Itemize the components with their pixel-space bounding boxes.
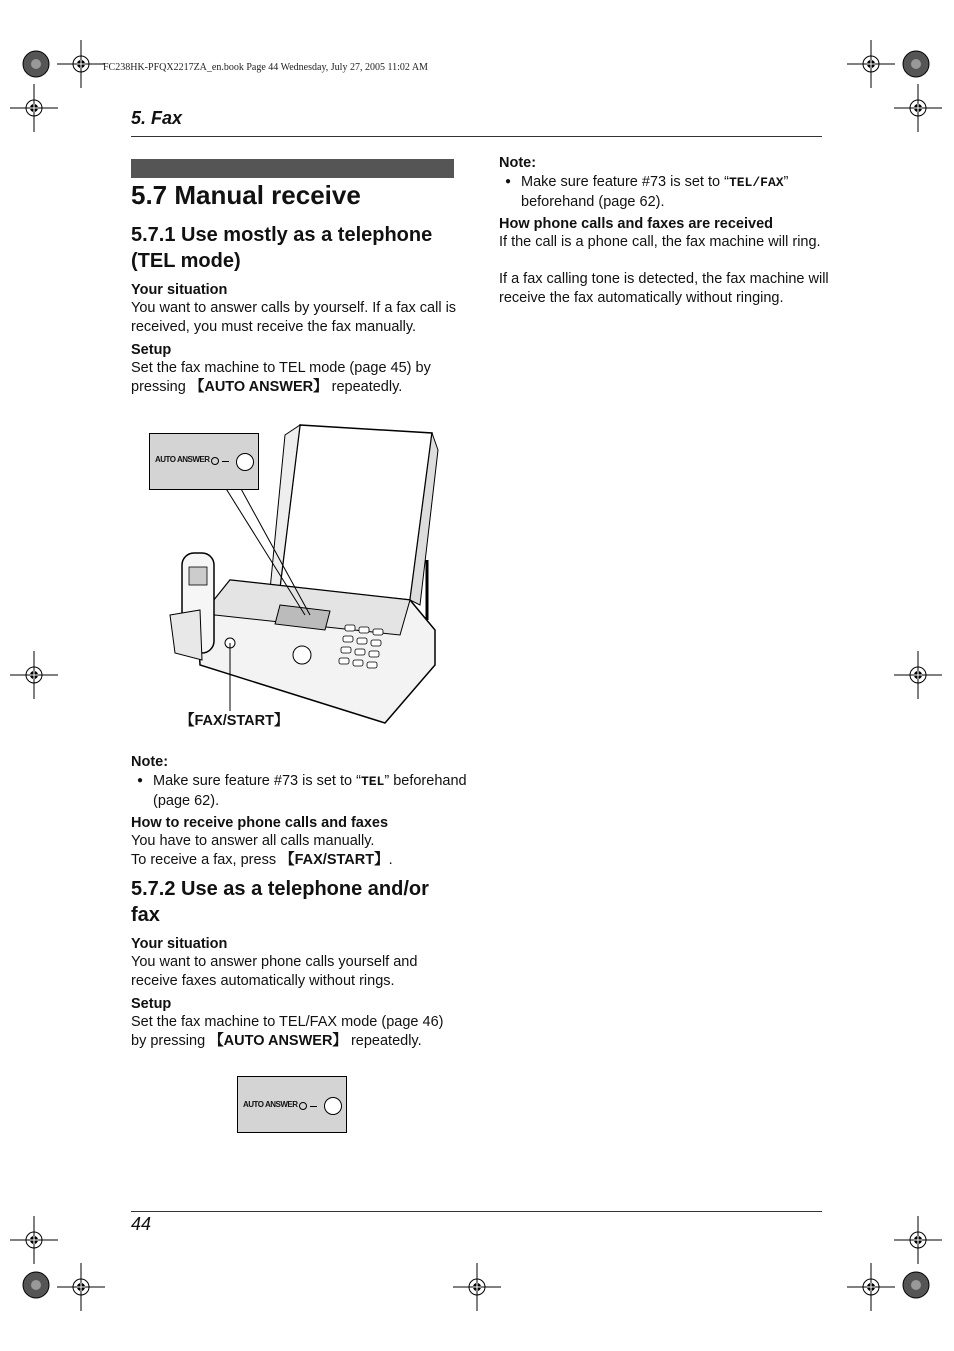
led-icon: [211, 457, 219, 465]
auto-answer-key-2: 【AUTO ANSWER】: [209, 1032, 347, 1049]
auto-answer-panel: [149, 433, 259, 490]
howto-label: How to receive phone calls and faxes: [131, 815, 389, 831]
section-header: 5. Fax: [131, 108, 183, 128]
setup-label-2: Setup: [131, 996, 172, 1012]
auto-answer-button-2: [324, 1097, 342, 1115]
how-received-label: How phone calls and faxes are received: [499, 216, 774, 232]
dash-icon-2: [310, 1106, 317, 1107]
page-number: 44: [131, 1214, 152, 1234]
page-title: 5.7 Manual receive: [131, 180, 361, 210]
situation-label-1: Your situation: [131, 282, 228, 298]
header-rule: [131, 136, 822, 137]
book-meta-line: FC238HK-PFQX2217ZA_en.book Page 44 Wednesday, July 27, 2005 11:02 AM: [103, 62, 428, 73]
auto-answer-label-2: AUTO ANSWER: [243, 1100, 298, 1109]
auto-answer-label: AUTO ANSWER: [155, 455, 210, 464]
subsection-heading-2: 5.7.2 Use as a telephone and/or fax: [131, 878, 429, 926]
setup-label-1: Setup: [131, 342, 172, 358]
how-received-line-1: If the call is a phone call, the fax machine will ring.: [499, 234, 821, 250]
led-icon-2: [299, 1102, 307, 1110]
how-received-line-2: If a fax calling tone is detected, the fax machine will receive the fax automatically without ringing.: [499, 271, 829, 306]
setup-text-1: Set the fax machine to TEL mode (page 45) by pressing 【AUTO ANSWER】 repeatedly.: [131, 360, 431, 395]
auto-answer-panel-2: [237, 1076, 347, 1133]
situation-label-2: Your situation: [131, 936, 228, 952]
subsection-heading-1: 5.7.1 Use mostly as a telephone (TEL mode): [131, 224, 433, 272]
situation-text-2: You want to answer phone calls yourself and receive faxes automatically without rings.: [131, 954, 418, 989]
note-bullet-1: ● Make sure feature #73 is set to “TEL” beforehand (page 62).: [131, 772, 473, 810]
auto-answer-button: [236, 453, 254, 471]
note-label-1: Note:: [131, 754, 169, 770]
fax-start-callout: 【FAX/START】: [180, 713, 289, 729]
dash-icon: [222, 461, 229, 462]
title-bar: [131, 159, 454, 178]
note-label-2: Note:: [499, 155, 537, 171]
footer-rule: [131, 1211, 822, 1212]
auto-answer-key: 【AUTO ANSWER】: [189, 378, 328, 395]
fax-start-key: 【FAX/START】: [280, 852, 389, 868]
situation-text-1: You want to answer calls by yourself. If a fax call is received, you must receive the fax manually.: [131, 300, 457, 335]
howto-line-2: To receive a fax, press 【FAX/START】.: [131, 852, 393, 868]
setup-text-2: Set the fax machine to TEL/FAX mode (page 46) by pressing 【AUTO ANSWER】 repeatedly.: [131, 1014, 444, 1049]
note-bullet-2: ● Make sure feature #73 is set to “TEL/FAX” beforehand (page 62).: [499, 173, 841, 211]
howto-line-1: You have to answer all calls manually.: [131, 833, 375, 849]
